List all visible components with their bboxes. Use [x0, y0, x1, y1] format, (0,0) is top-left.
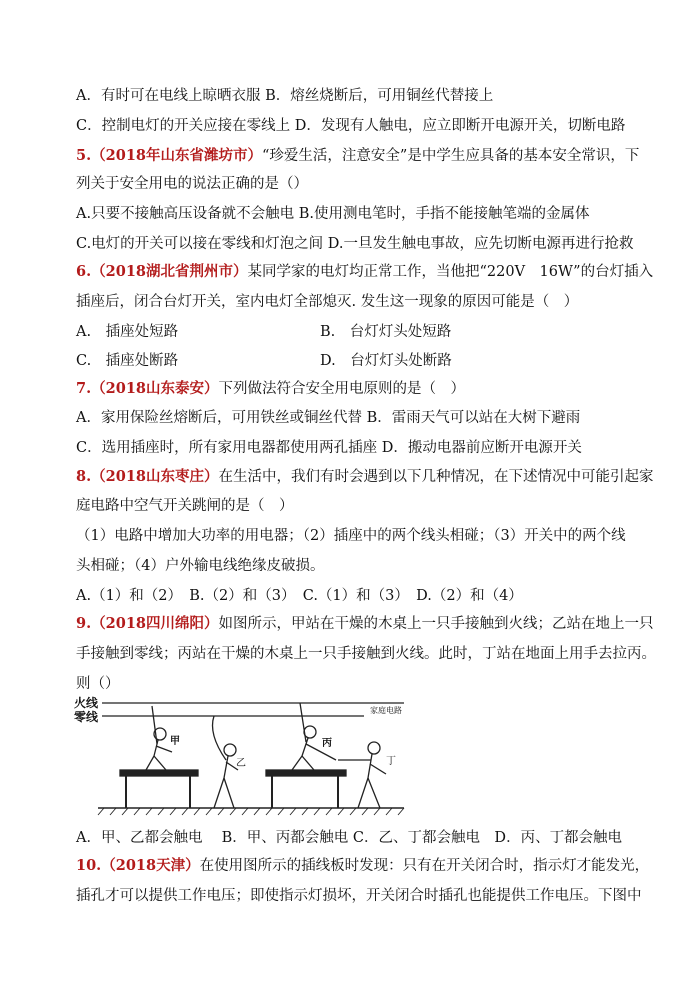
question-stem: 某同学家的电灯均正常工作，当他把“220V 16W”的台灯插入 — [247, 264, 654, 280]
wooden-table-right — [266, 770, 346, 808]
label-bing: 丙 — [322, 738, 332, 749]
question-stem: 如图所示，甲站在干燥的木桌上一只手接触到火线；乙站在地上一只 — [218, 616, 654, 632]
q4-options-line-2: C．控制电灯的开关应接在零线上 D．发现有人触电，应立即断开电源开关，切断电路 — [76, 118, 626, 134]
q9-stem-line-1 — [76, 614, 654, 634]
q7-options-line-2: C．选用插座时，所有家用电器都使用两孔插座 D．搬动电器前应断开电源开关 — [76, 440, 582, 456]
q5-options-line-1: A.只要不接触高压设备就不会触电 B.使用测电笔时，手指不能接触笔端的金属体 — [76, 206, 590, 222]
q5-stem-line-1 — [76, 146, 639, 166]
question-stem: 在生活中，我们有时会遇到以下几种情况，在下述情况中可能引起家 — [218, 469, 654, 485]
label-ding: 丁 — [386, 756, 396, 767]
q8-conditions-line-2: 头相碰；（4）户外输电线绝缘皮破损。 — [76, 558, 325, 574]
q4-options-line-1: A．有时可在电线上晾晒衣服 B．熔丝烧断后，可用铜丝代替接上 — [76, 88, 494, 104]
question-number: 5. — [76, 147, 92, 164]
q9-stem-line-3: 则（） — [76, 676, 120, 692]
q10-stem-line-2: 插孔才可以提供工作电压；即使指示灯损坏，开关闭合时插孔也能提供工作电压。下图中 — [76, 888, 642, 904]
q9-stem-line-2: 手接触到零线；丙站在干燥的木桌上一只手接触到火线。此时，丁站在地面上用手去拉丙。 — [76, 646, 656, 662]
person-bing — [292, 703, 336, 770]
option-d: D. 台灯灯头处断路 — [320, 353, 452, 369]
q9-circuit-figure — [74, 694, 414, 820]
q8-options: A.（1）和（2） B.（2）和（3） C.（1）和（3） D.（2）和（4） — [76, 588, 523, 604]
q6-stem-line-1 — [76, 262, 653, 282]
label-live-wire: 火线 — [74, 696, 99, 710]
q8-stem-line-2: 庭电路中空气开关跳闸的是（ ） — [76, 498, 294, 514]
question-number: 9. — [76, 615, 92, 632]
option-b: B. 台灯灯头处短路 — [320, 324, 452, 340]
question-stem: 在使用图所示的插线板时发现：只有在开关闭合时，指示灯才能发光， — [199, 858, 650, 874]
person-yi — [213, 716, 239, 808]
q5-options-line-2: C.电灯的开关可以接在零线和灯泡之间 D.一旦发生触电事故，应先切断电源再进行抢救 — [76, 236, 634, 252]
question-number: 6. — [76, 263, 92, 280]
question-source: （2018四川绵阳） — [91, 615, 219, 632]
q9-options: A．甲、乙都会触电 B．甲、丙都会触电 C．乙、丁都会触电 D．丙、丁都会触电 — [76, 830, 623, 846]
question-number: 10. — [76, 857, 102, 874]
question-stem: “珍爱生活，注意安全”是中学生应具备的基本安全常识，下 — [262, 148, 640, 164]
wooden-table-left — [120, 770, 198, 808]
label-neutral-wire: 零线 — [74, 710, 99, 724]
q6-options-row-1 — [76, 322, 636, 342]
option-c: C. 插座处断路 — [76, 353, 179, 369]
q7-options-line-1: A．家用保险丝熔断后，可用铁丝或铜丝代替 B．雷雨天气可以站在大树下避雨 — [76, 410, 581, 426]
option-a: A. 插座处短路 — [76, 324, 179, 340]
label-yi: 乙 — [236, 758, 246, 769]
ground-hatching — [98, 808, 404, 815]
label-household-circuit: 家庭电路 — [370, 706, 402, 715]
q6-options-row-2 — [76, 351, 636, 371]
question-stem: 下列做法符合安全用电原则的是（ ） — [218, 381, 465, 397]
question-number: 8. — [76, 468, 92, 485]
q6-stem-line-2: 插座后，闭合台灯开关，室内电灯全部熄灭. 发生这一现象的原因可能是（ ） — [76, 294, 579, 310]
question-source: （2018山东枣庄） — [91, 468, 219, 485]
question-source: （2018年山东省潍坊市） — [91, 147, 262, 164]
question-source: （2018山东泰安） — [91, 380, 219, 397]
label-jia: 甲 — [170, 736, 180, 747]
question-source: （2018天津） — [101, 857, 200, 874]
q8-conditions-line-1: （1）电路中增加大功率的用电器；（2）插座中的两个线头相碰；（3）开关中的两个线 — [76, 528, 626, 544]
q10-stem-line-1 — [76, 856, 649, 876]
q8-stem-line-1 — [76, 467, 654, 487]
question-number: 7. — [76, 380, 92, 397]
question-source: （2018湖北省荆州市） — [91, 263, 248, 280]
q5-stem-line-2: 列关于安全用电的说法正确的是（） — [76, 176, 308, 192]
q7-stem — [76, 379, 465, 399]
